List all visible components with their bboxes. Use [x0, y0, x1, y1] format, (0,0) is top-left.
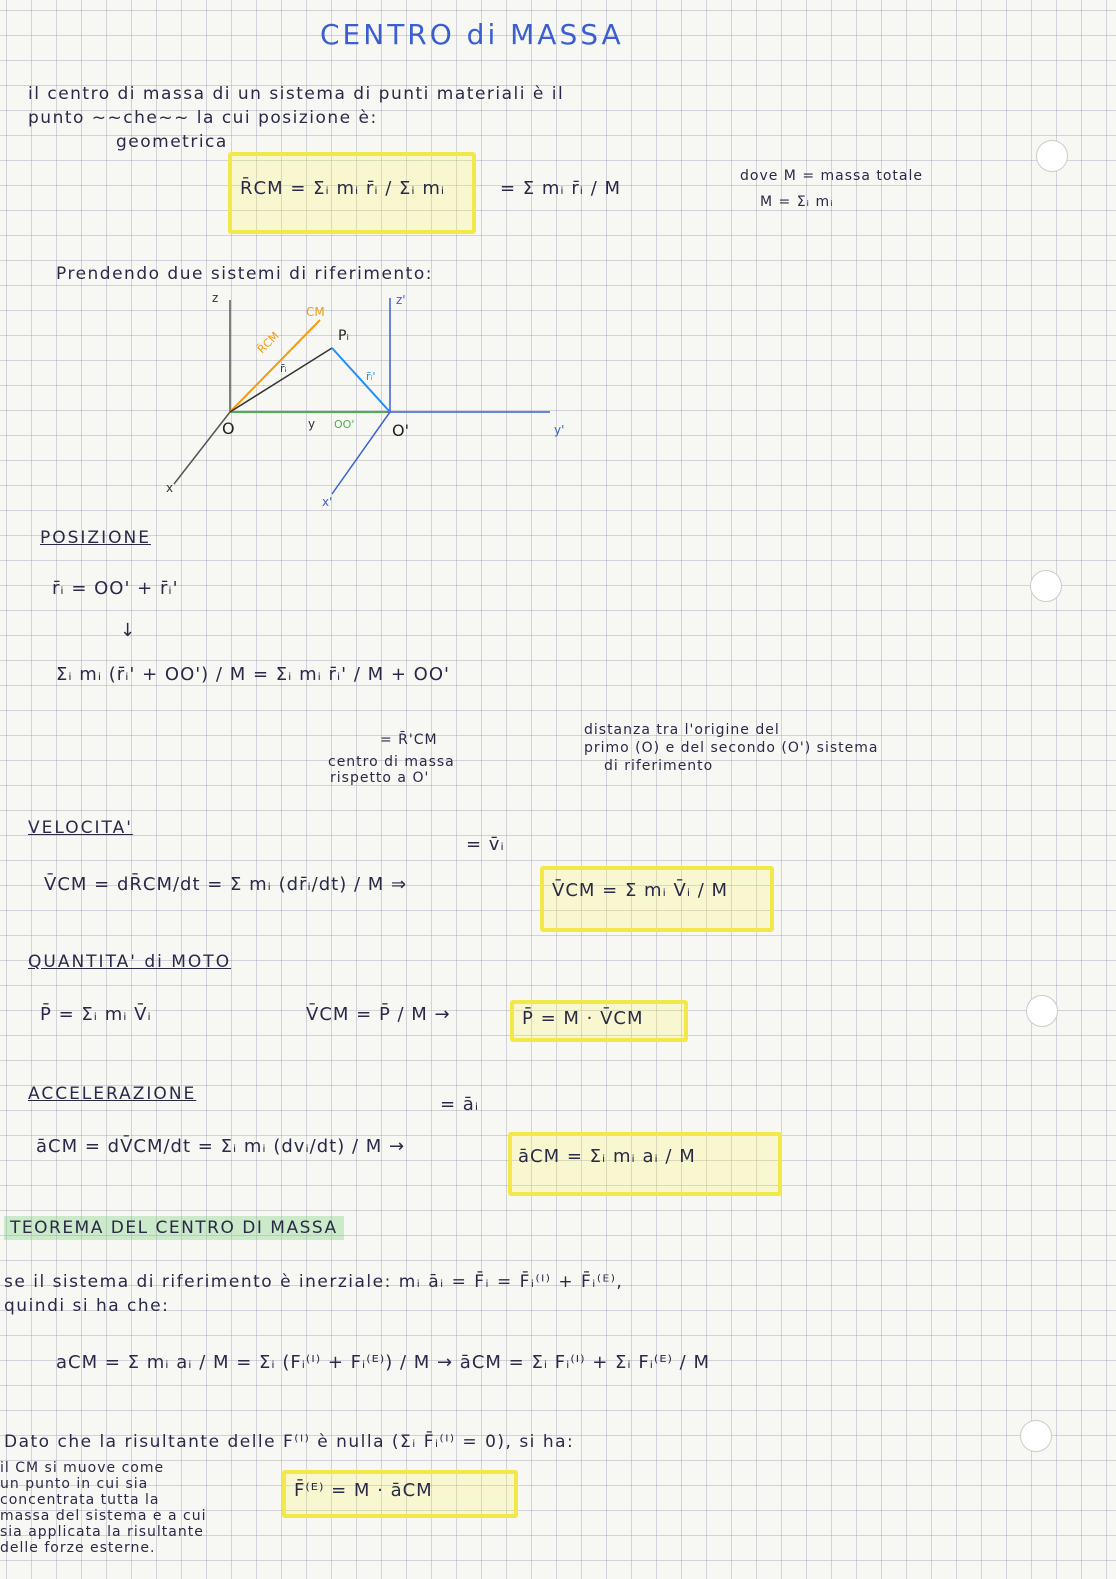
momentum-eq-2: V̄CM = P̄ / M →: [306, 1004, 451, 1025]
label-O2: O': [392, 421, 409, 440]
acceleration-header: ACCELERAZIONE: [28, 1084, 197, 1104]
acceleration-box-text: āCM = Σᵢ mᵢ aᵢ / M: [518, 1146, 696, 1167]
momentum-eq-1: P̄ = Σᵢ mᵢ V̄ᵢ: [40, 1004, 152, 1025]
binder-hole: [1036, 140, 1068, 172]
velocity-eq: V̄CM = dR̄CM/dt = Σ mᵢ (dr̄ᵢ/dt) / M ⇒: [44, 874, 408, 895]
label-z: z: [212, 291, 219, 305]
position-note-2b: primo (O) e del secondo (O') sistema: [584, 740, 879, 756]
theorem-side-1: il CM si muove come: [0, 1460, 165, 1476]
label-pi: Pᵢ: [338, 328, 349, 344]
velocity-header: VELOCITA': [28, 818, 133, 838]
definition-where-2: M = Σᵢ mᵢ: [760, 194, 834, 210]
intro-line-1: il centro di massa di un sistema di punti materiali è il: [28, 84, 565, 104]
theorem-line-3: Dato che la risultante delle F⁽ᴵ⁾ è nulla (Σᵢ F̄ᵢ⁽ᴵ⁾ = 0), si ha:: [4, 1432, 575, 1452]
label-O: O: [222, 419, 235, 438]
momentum-header: QUANTITA' di MOTO: [28, 952, 232, 972]
definition-where-1: dove M = massa totale: [740, 168, 923, 184]
velocity-box-text: V̄CM = Σ mᵢ V̄ᵢ / M: [552, 880, 729, 901]
position-note-1a: centro di massa: [328, 754, 455, 770]
binder-hole: [1026, 995, 1058, 1027]
label-z2: z': [396, 293, 406, 307]
ri-vector: [230, 348, 332, 412]
intro-line-2: punto ~~che~~ la cui posizione è:: [28, 108, 378, 128]
momentum-box-text: P̄ = M · V̄CM: [522, 1008, 644, 1029]
label-y2: y': [554, 423, 565, 437]
position-eq-1: r̄ᵢ = OO' + r̄ᵢ': [52, 578, 179, 599]
theorem-header: TEOREMA DEL CENTRO DI MASSA: [4, 1216, 344, 1240]
theorem-side-6: delle forze esterne.: [0, 1540, 156, 1556]
position-header: POSIZIONE: [40, 528, 151, 548]
theorem-line-1: se il sistema di riferimento è inerziale: mᵢ āᵢ = F̄ᵢ = F̄ᵢ⁽ᴵ⁾ + F̄ᵢ⁽ᴱ⁾,: [4, 1272, 624, 1292]
label-y: y: [308, 417, 316, 431]
theorem-eq: aCM = Σ mᵢ aᵢ / M = Σᵢ (Fᵢ⁽ᴵ⁾ + Fᵢ⁽ᴱ⁾) / M → āCM = Σᵢ Fᵢ⁽ᴵ⁾ + Σᵢ Fᵢ⁽ᴱ⁾ / M: [56, 1352, 710, 1373]
binder-hole: [1020, 1420, 1052, 1452]
acceleration-top: = āᵢ: [440, 1094, 480, 1115]
position-note-2c: di riferimento: [604, 758, 714, 774]
position-eq-2: Σᵢ mᵢ (r̄ᵢ' + OO') / M = Σᵢ mᵢ r̄ᵢ' / M + OO': [56, 664, 450, 685]
label-rcm: R̄CM: [254, 329, 282, 357]
binder-hole: [1030, 570, 1062, 602]
ri2-vector: [332, 348, 390, 412]
label-ri2: r̄ᵢ': [366, 370, 376, 383]
label-ri: r̄ᵢ: [280, 362, 287, 375]
definition-rhs: = Σ mᵢ r̄ᵢ / M: [500, 178, 622, 199]
position-note-2a: distanza tra l'origine del: [584, 722, 780, 738]
label-x2: x': [322, 495, 333, 509]
reference-text: Prendendo due sistemi di riferimento:: [56, 264, 433, 284]
theorem-side-5: sia applicata la risultante: [0, 1524, 204, 1540]
position-note-1b: rispetto a O': [330, 770, 430, 786]
label-oo: OO': [334, 418, 355, 431]
reference-frames-diagram: [160, 284, 590, 514]
theorem-side-3: concentrata tutta la: [0, 1492, 160, 1508]
theorem-line-2: quindi si ha che:: [4, 1296, 170, 1316]
acceleration-eq: āCM = dV̄CM/dt = Σᵢ mᵢ (dvᵢ/dt) / M →: [36, 1136, 406, 1157]
position-brace: = R̄'CM: [380, 732, 438, 748]
page-title: CENTRO di MASSA: [320, 18, 624, 51]
theorem-side-4: massa del sistema e a cui: [0, 1508, 207, 1524]
theorem-side-2: un punto in cui sia: [0, 1476, 149, 1492]
intro-line-3: geometrica: [116, 132, 228, 152]
theorem-box-text: F̄⁽ᴱ⁾ = M · āCM: [294, 1480, 433, 1501]
label-x: x: [166, 481, 174, 495]
definition-lhs: R̄CM = Σᵢ mᵢ r̄ᵢ / Σᵢ mᵢ: [240, 178, 446, 199]
label-cm: CM: [306, 305, 325, 319]
velocity-top: = v̄ᵢ: [466, 834, 505, 855]
position-arrow: ↓: [120, 620, 137, 641]
